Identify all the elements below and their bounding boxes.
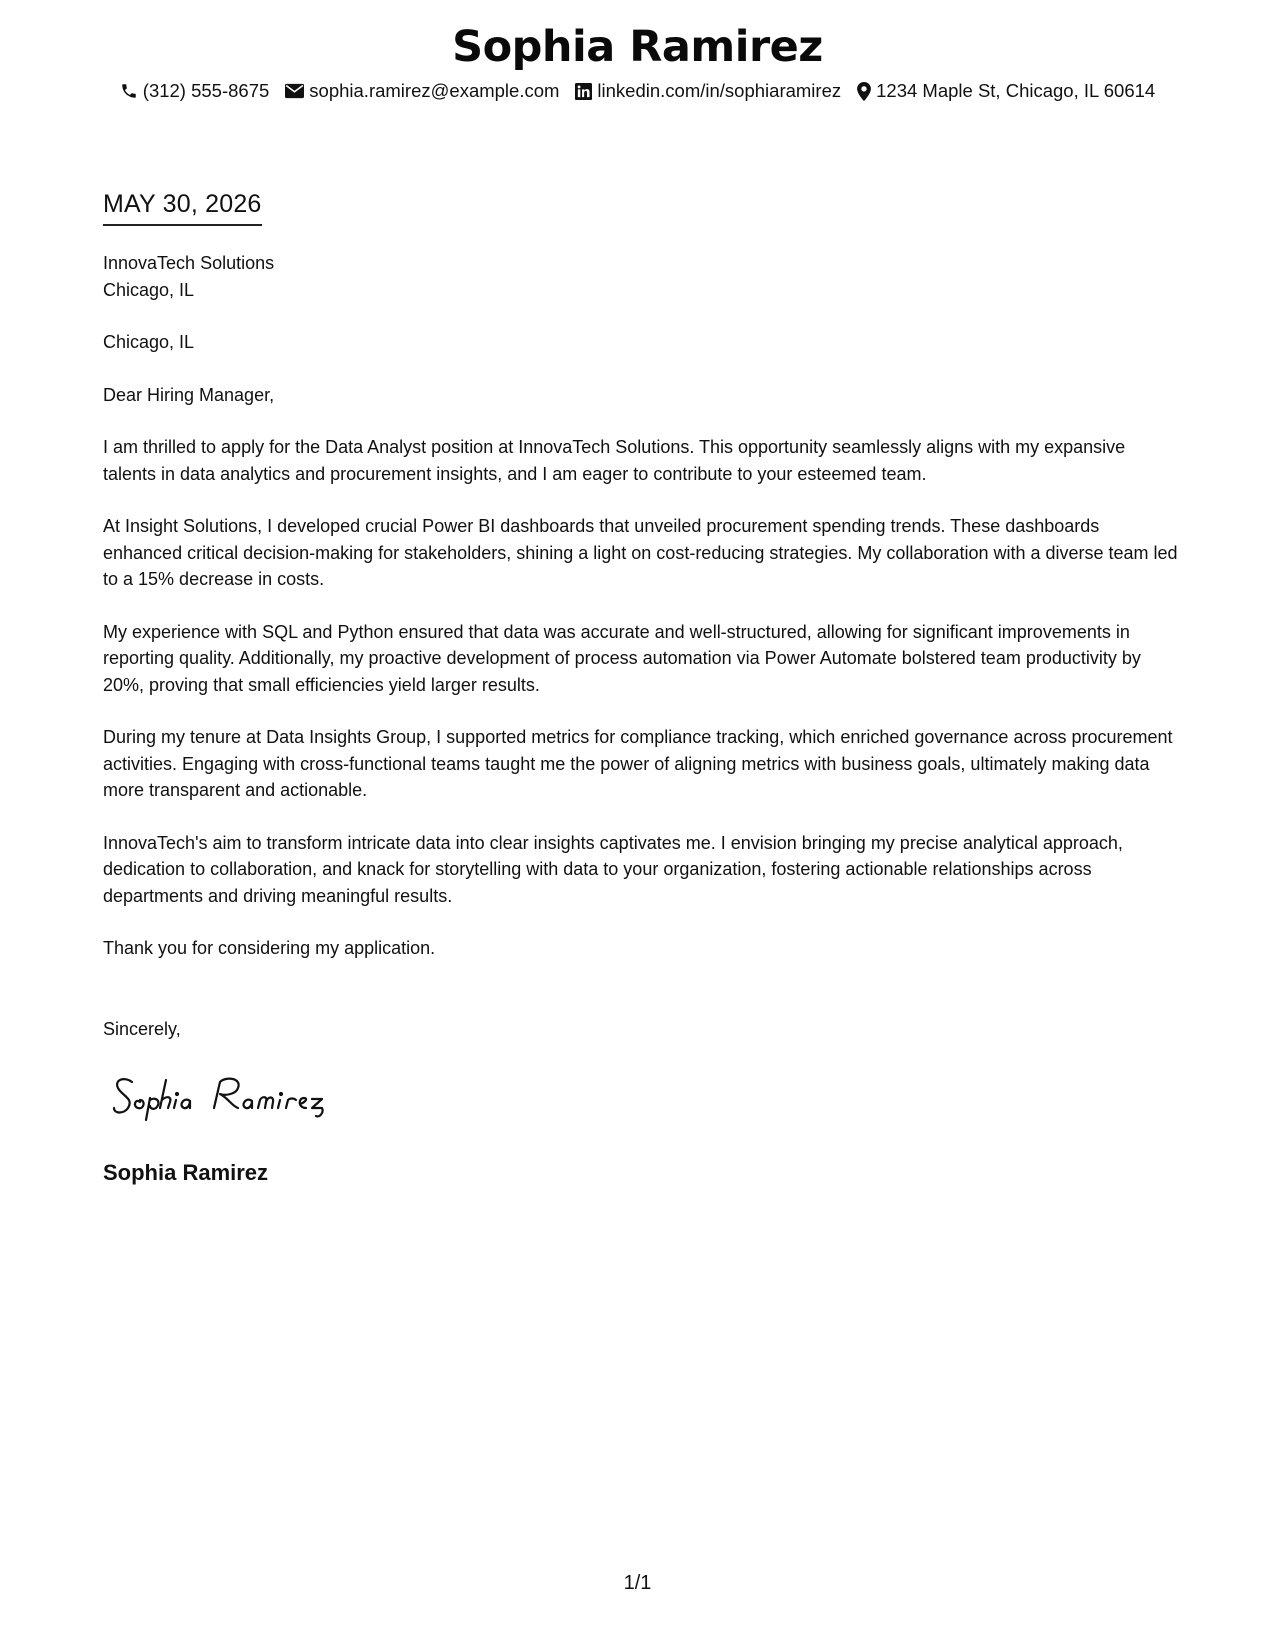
paragraph-innovatech-aim: InnovaTech's aim to transform intricate data into clear insights captivates me. I envision bringing my precise analytical approach, dedication to collaboration, and knack for storytelling with data to your organization, fostering actionable relationships across departments and driving meaningful results. bbox=[103, 832, 1123, 906]
contact-linkedin[interactable] bbox=[575, 80, 841, 102]
contact-info bbox=[0, 80, 1275, 102]
letter-body bbox=[103, 250, 1178, 988]
envelope-icon bbox=[285, 83, 304, 99]
letter-date bbox=[103, 190, 262, 226]
email-text: sophia.ramirez@example.com bbox=[309, 80, 560, 101]
paragraph-intro: I am thrilled to apply for the Data Analyst position at InnovaTech Solutions. This opportunity seamlessly aligns with my expansive talents in data analytics and procurement insights, and I am eager to contribute to your esteemed team. bbox=[103, 437, 1126, 484]
signed-name: Sophia Ramirez bbox=[103, 1160, 269, 1185]
date-text: MAY 30, 2026 bbox=[103, 190, 262, 226]
handwritten-signature bbox=[110, 1068, 360, 1124]
phone-icon bbox=[120, 82, 138, 100]
paragraph-data-insights-group: During my tenure at Data Insights Group, I supported metrics for compliance tracking, which enriched governance across procurement activities. Engaging with cross-functional teams taught me the power of aligning metrics with business goals, ultimately making data more transparent and actionable. bbox=[103, 727, 1173, 800]
recipient-location-repeat: Chicago, IL bbox=[103, 332, 195, 352]
page-number: 1/1 bbox=[623, 1572, 652, 1594]
paragraph-sql-python: My experience with SQL and Python ensured that data was accurate and well-structured, allowing for significant improvements in reporting quality. Additionally, my proactive development of process automation via Power Automate bolstered team productivity by 20%, proving that small efficiencies yield larger results. bbox=[103, 621, 1141, 695]
recipient-company: InnovaTech Solutions bbox=[103, 253, 275, 273]
contact-address bbox=[857, 80, 1155, 102]
phone-text: (312) 555-8675 bbox=[142, 80, 270, 101]
paragraph-insight-solutions: At Insight Solutions, I developed crucial Power BI dashboards that unveiled procurement spending trends. These dashboards enhanced critical decision-making for stakeholders, shining a light on cost-reducing strategies. My collaboration with a diverse team led to a 15% decrease in costs. bbox=[103, 516, 1178, 589]
recipient-location: Chicago, IL bbox=[103, 279, 195, 300]
contact-email[interactable] bbox=[285, 80, 559, 102]
salutation: Dear Hiring Manager, bbox=[103, 384, 275, 405]
linkedin-text: linkedin.com/in/sophiaramirez bbox=[597, 80, 842, 101]
address-text: 1234 Maple St, Chicago, IL 60614 bbox=[876, 80, 1156, 101]
closing: Sincerely, bbox=[103, 1019, 181, 1039]
paragraph-thank-you: Thank you for considering my application. bbox=[103, 938, 436, 958]
map-pin-icon bbox=[857, 82, 871, 101]
recipient-block bbox=[103, 250, 1178, 303]
applicant-name: Sophia Ramirez bbox=[452, 22, 823, 72]
linkedin-icon bbox=[575, 83, 592, 100]
contact-phone[interactable] bbox=[120, 80, 270, 102]
